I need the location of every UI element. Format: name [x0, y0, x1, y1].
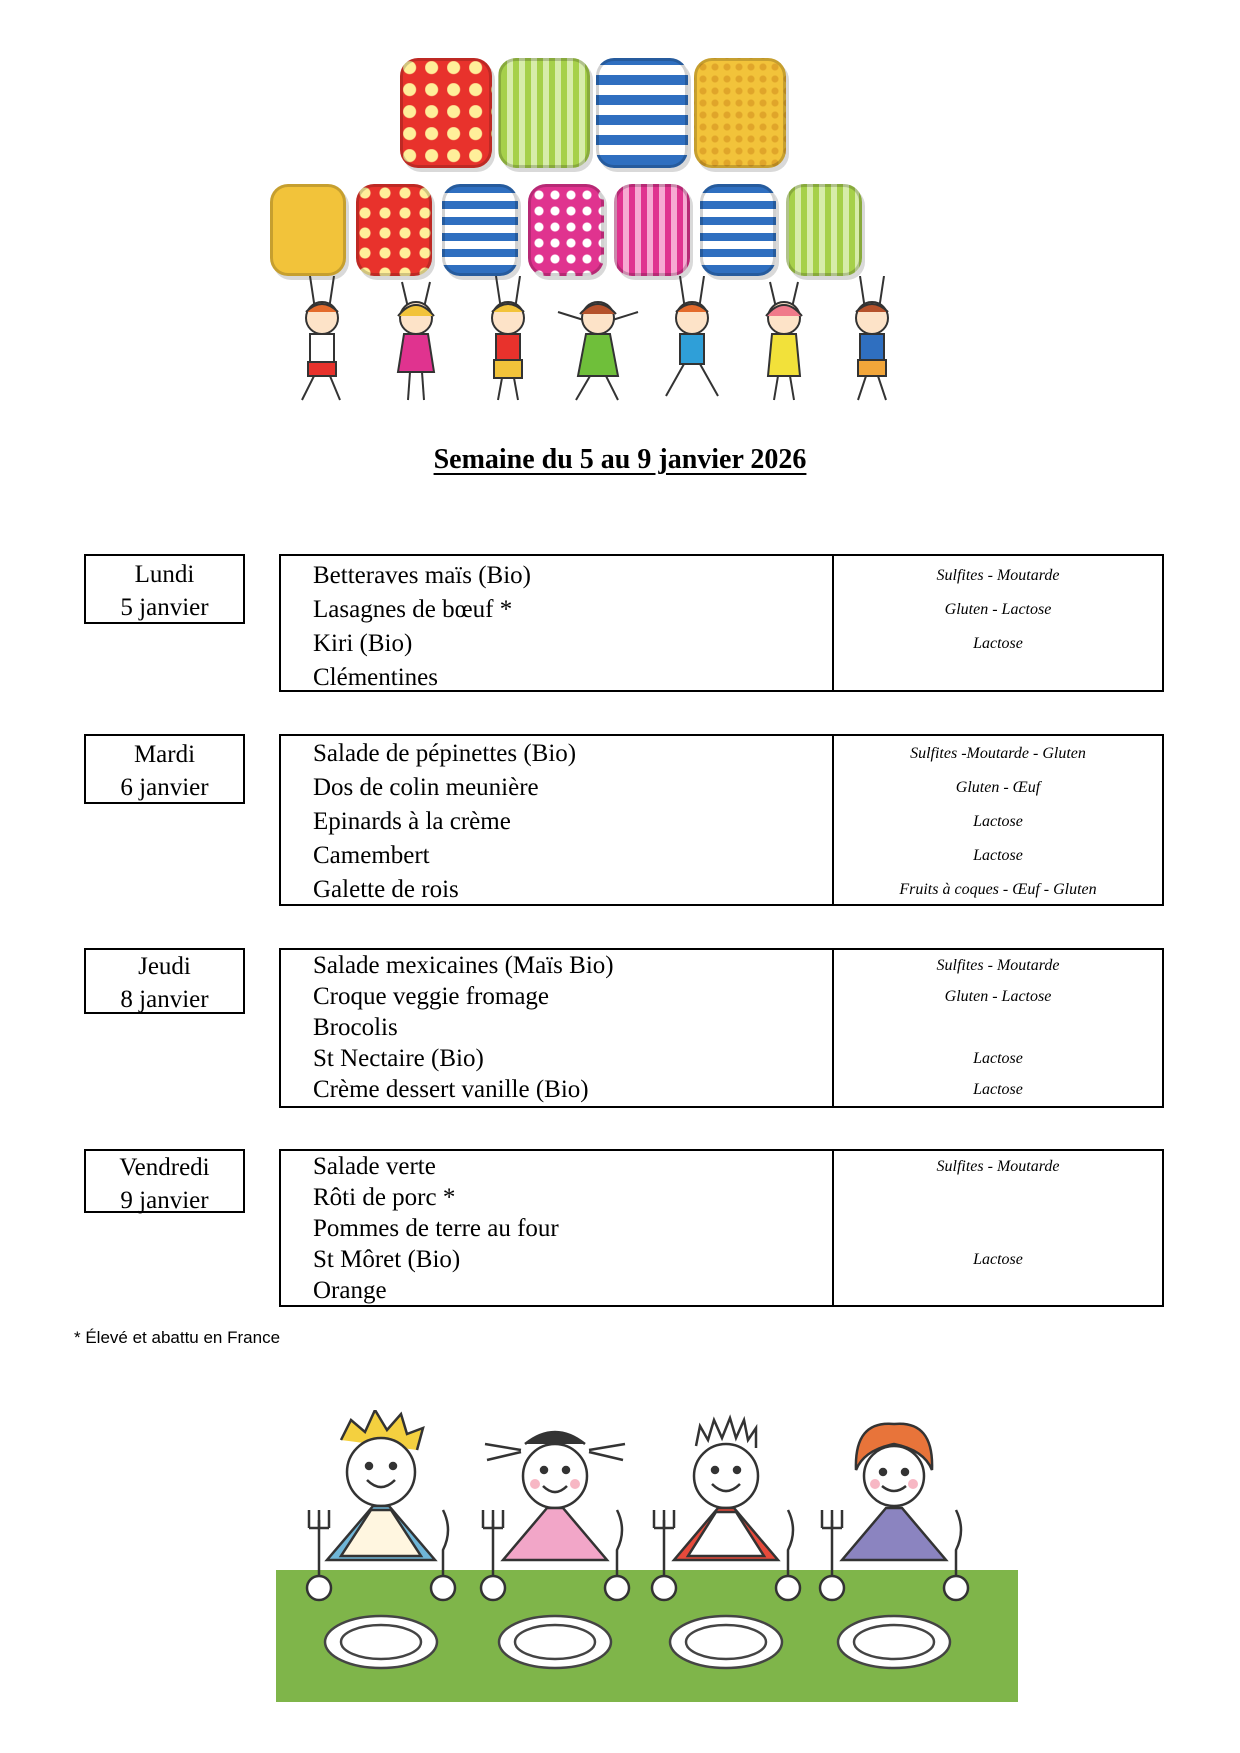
day-label — [84, 554, 245, 624]
menu-table — [279, 734, 1164, 906]
allergen-column — [834, 736, 1162, 904]
dish-item: Pommes de terre au four — [313, 1215, 559, 1242]
allergen-item — [834, 1182, 1162, 1213]
allergen-item: Lactose — [973, 813, 1023, 830]
title-letter — [700, 184, 776, 276]
title-letter — [694, 58, 786, 168]
dish-item: Kiri (Bio) — [313, 630, 413, 657]
title-letter — [356, 184, 432, 276]
allergen-item: Lactose — [973, 1081, 1023, 1098]
kids-illustration — [270, 276, 930, 410]
day-name: Mardi — [133, 741, 196, 768]
menu-table — [279, 554, 1164, 692]
allergen-column — [834, 1151, 1162, 1305]
allergen-item — [834, 1012, 1162, 1043]
allergen-column — [834, 950, 1162, 1106]
dish-item: Brocolis — [313, 1014, 398, 1041]
title-letter — [614, 184, 690, 276]
allergen-item: Lactose — [973, 635, 1023, 652]
dish-item: Camembert — [313, 842, 430, 869]
children-at-table-illustration — [276, 1410, 1018, 1702]
footnote: * Élevé et abattu en France — [74, 1328, 281, 1347]
dish-item: Lasagnes de bœuf * — [313, 596, 513, 623]
allergen-item: Sulfites -Moutarde - Gluten — [910, 745, 1086, 762]
menu-table — [279, 948, 1164, 1108]
dish-column — [281, 736, 834, 904]
day-name: Lundi — [134, 561, 195, 588]
dish-item: Galette de rois — [313, 876, 459, 903]
allergen-item: Lactose — [973, 1251, 1023, 1268]
allergen-item: Sulfites - Moutarde — [936, 957, 1060, 974]
day-label — [84, 1149, 245, 1213]
day-name: Jeudi — [138, 953, 191, 980]
dish-item: Crème dessert vanille (Bio) — [313, 1076, 589, 1103]
day-name: Vendredi — [119, 1154, 210, 1181]
allergen-item: Fruits à coques - Œuf - Gluten — [899, 881, 1097, 898]
day-label — [84, 734, 245, 804]
dish-item: Epinards à la crème — [313, 808, 511, 835]
dish-item: Croque veggie fromage — [313, 983, 550, 1010]
dish-item: Orange — [313, 1277, 387, 1304]
dish-item: St Nectaire (Bio) — [313, 1045, 484, 1072]
dish-item: Dos de colin meunière — [313, 774, 539, 801]
menu-cantine-logo — [270, 58, 930, 408]
title-letter — [442, 184, 518, 276]
allergen-item: Gluten - Œuf — [955, 779, 1041, 796]
title-letter — [528, 184, 604, 276]
allergen-item: Lactose — [973, 847, 1023, 864]
title-letter — [596, 58, 688, 168]
title-letter — [270, 184, 346, 276]
allergen-item — [834, 1275, 1162, 1306]
day-date: 5 janvier — [120, 594, 209, 621]
dish-item: Salade de pépinettes (Bio) — [313, 740, 577, 767]
dish-item: Salade mexicaines (Maïs Bio) — [313, 952, 614, 979]
dish-item: Salade verte — [313, 1153, 436, 1180]
menu-table — [279, 1149, 1164, 1307]
day-date: 6 janvier — [120, 774, 209, 801]
dish-column — [281, 556, 834, 690]
title-letter — [400, 58, 492, 168]
week-title-text: Semaine du 5 au 9 janvier 2026 — [433, 444, 807, 475]
allergen-item: Gluten - Lactose — [944, 601, 1052, 618]
dish-item: St Môret (Bio) — [313, 1246, 461, 1273]
title-letter — [498, 58, 590, 168]
allergen-item: Gluten - Lactose — [944, 988, 1052, 1005]
day-date: 8 janvier — [120, 986, 209, 1013]
allergen-item — [834, 661, 1162, 695]
dish-item: Betteraves maïs (Bio) — [313, 562, 531, 589]
dish-item: Rôti de porc * — [313, 1184, 456, 1211]
title-letter — [786, 184, 862, 276]
allergen-item: Sulfites - Moutarde — [936, 567, 1060, 584]
menu-title-word — [400, 58, 792, 168]
dish-item: Clémentines — [313, 664, 438, 691]
allergen-item — [834, 1213, 1162, 1244]
cantine-title-word — [270, 184, 872, 276]
day-label — [84, 948, 245, 1014]
allergen-column — [834, 556, 1162, 690]
day-date: 9 janvier — [120, 1187, 209, 1214]
week-title — [0, 444, 1240, 476]
allergen-item: Lactose — [973, 1050, 1023, 1067]
allergen-item: Sulfites - Moutarde — [936, 1158, 1060, 1175]
dish-column — [281, 1151, 834, 1305]
dish-column — [281, 950, 834, 1106]
